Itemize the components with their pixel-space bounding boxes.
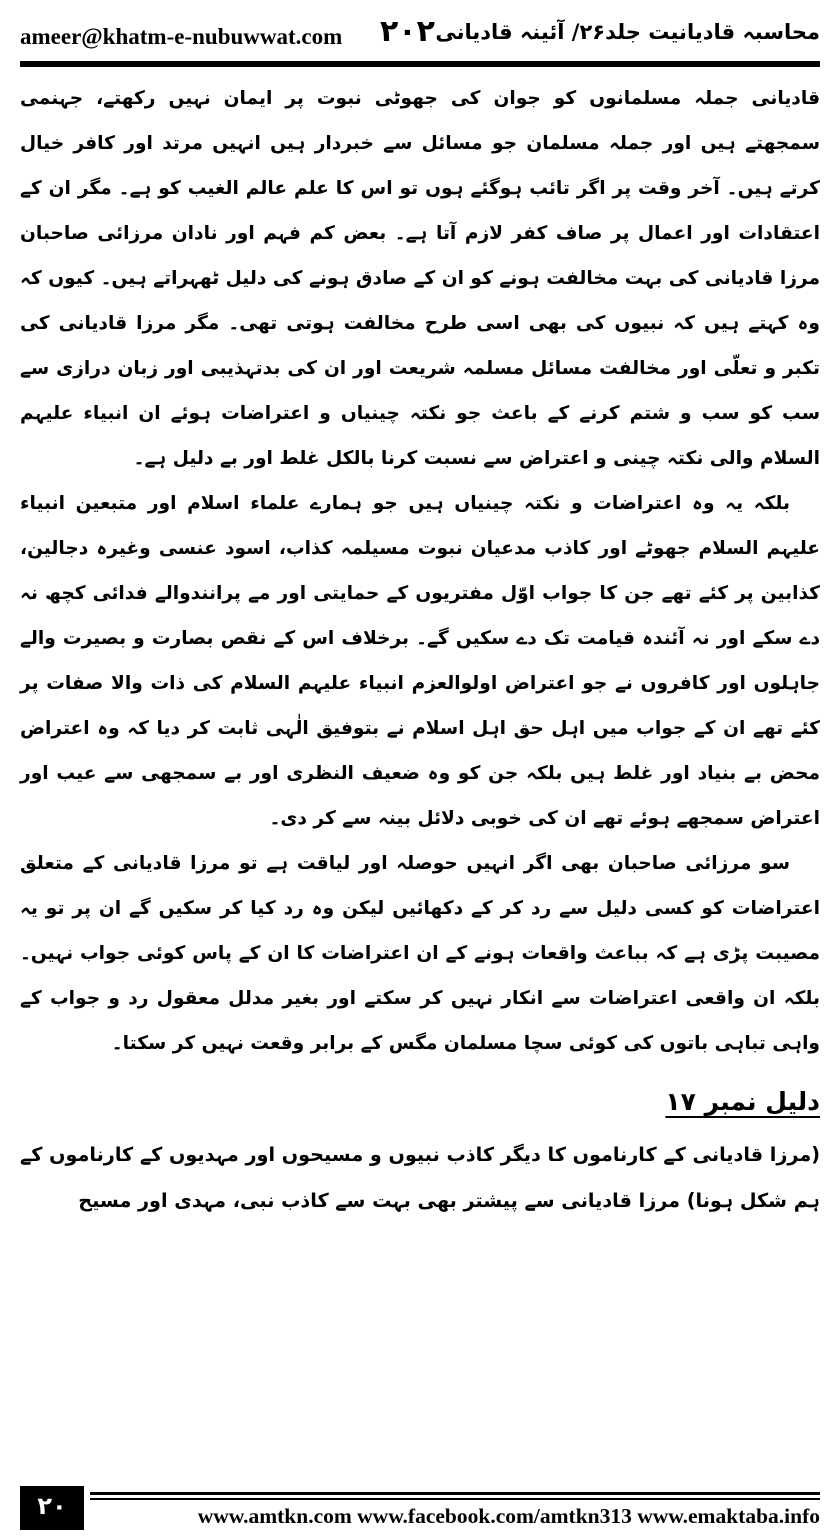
section-intro: (مرزا قادیانی کے کارناموں کا دیگر کاذب نبیوں و مسیحوں اور مہدیوں کے کارناموں کے ہم شکل ہونا) مرزا قادیانی سے پیشتر بھی بہت سے کاذب نبی، مہدی اور مسیح	[20, 1143, 820, 1212]
body-paragraph-1: قادیانی جملہ مسلمانوں کو جوان کی جھوٹی نبوت پر ایمان نہیں رکھتے، جہنمی سمجھتے ہیں اور جملہ مسلمان جو مسائل سے خبردار ہیں انہیں مرتد اور کافر خیال کرتے ہیں۔ آخر وقت پر اگر تائب ہوگئے ہوں تو اس کا علم عالم الغیب کو ہے۔ مگر ان کے اعتقادات اور اعمال پر صاف کفر لازم آتا ہے۔ بعض کم فہم اور نادان مرزائی صاحبان مرزا قادیانی کی بہت مخالفت ہونے کو ان کے صادق ہونے کی دلیل ٹھہراتے ہیں۔ کیوں کہ وہ کہتے ہیں کہ نبیوں کی بھی اسی طرح مخالفت ہوتی تھی۔ مگر مرزا قادیانی کی تکبر و تعلّی اور مخالفت مسائل مسلمہ شریعت اور ان کی بدتہذیبی اور زبان درازی سے سب کو سب و شتم کرنے کے باعث جو نکتہ چینیاں و اعتراضات ہوئے ان انبیاء علیہم السلام والی نکتہ چینی و اعتراض سے نسبت کرنا بالکل غلط اور بے دلیل ہے۔	[20, 88, 820, 469]
series-number-box: ۲۰	[20, 1486, 84, 1530]
footer-rule-thick	[90, 1492, 820, 1495]
running-title: محاسبہ قادیانیت جلد۲۶/ آئینہ قادیانی	[435, 20, 820, 44]
page-number: ۲۰۲	[380, 14, 435, 49]
page-body	[20, 76, 820, 1224]
section-heading: دلیل نمبر ۱۷	[665, 1087, 820, 1116]
header-email: ameer@khatm-e-nubuwwat.com	[20, 24, 343, 49]
header-rule	[20, 61, 820, 67]
footer-urls: www.amtkn.com www.facebook.com/amtkn313 www.emaktaba.info	[197, 1504, 820, 1528]
body-paragraph-3: سو مرزائی صاحبان بھی اگر انہیں حوصلہ اور لیاقت ہے تو مرزا قادیانی کے متعلق اعتراضات کو کسی دلیل سے رد کر کے دکھائیں لیکن وہ رد کیا کر سکیں گے ان پر تو یہ مصیبت پڑی ہے کہ بباعث واقعات ہونے کے ان اعتراضات کا ان کے پاس کوئی جواب نہیں۔ بلکہ ان واقعی اعتراضات سے انکار نہیں کر سکتے اور بغیر مدلل معقول رد و جواب کے واہی تباہی باتوں کی کوئی سچا مسلمان مگس کے برابر وقعت نہیں کر سکتا۔	[20, 853, 820, 1054]
page-footer	[20, 1486, 820, 1534]
body-paragraph-2: بلکہ یہ وہ اعتراضات و نکتہ چینیاں ہیں جو ہمارے علماء اسلام اور متبعین انبیاء علیہم السلام جھوٹے اور کاذب مدعیان نبوت مسیلمہ کذاب، اسود عنسی وغیرہ دجالین، کذابین پر کئے تھے جن کا جواب اوّل مفتریوں کے حمایتی اور مے پرانندوالے فدائی کچھ نہ دے سکے اور نہ آئندہ قیامت تک دے سکیں گے۔ برخلاف اس کے نقص بصارت و بصیرت والے جاہلوں اور کافروں نے جو اعتراض اولوالعزم انبیاء علیہم السلام کی ذات والا صفات پر کئے تھے ان کے جواب میں اہل حق اہل اسلام نے بتوفیق الٰہی ثابت کر دیا کہ وہ اعتراض محض بے بنیاد اور غلط ہیں بلکہ جن کو وہ ضعیف النظری اور بے سمجھی سے عیب اور اعتراض سمجھے ہوئے تھے ان کی خوبی دلائل بینہ سے کر دی۔	[20, 493, 820, 829]
footer-rule-thin	[90, 1498, 820, 1500]
page-header	[20, 12, 820, 56]
